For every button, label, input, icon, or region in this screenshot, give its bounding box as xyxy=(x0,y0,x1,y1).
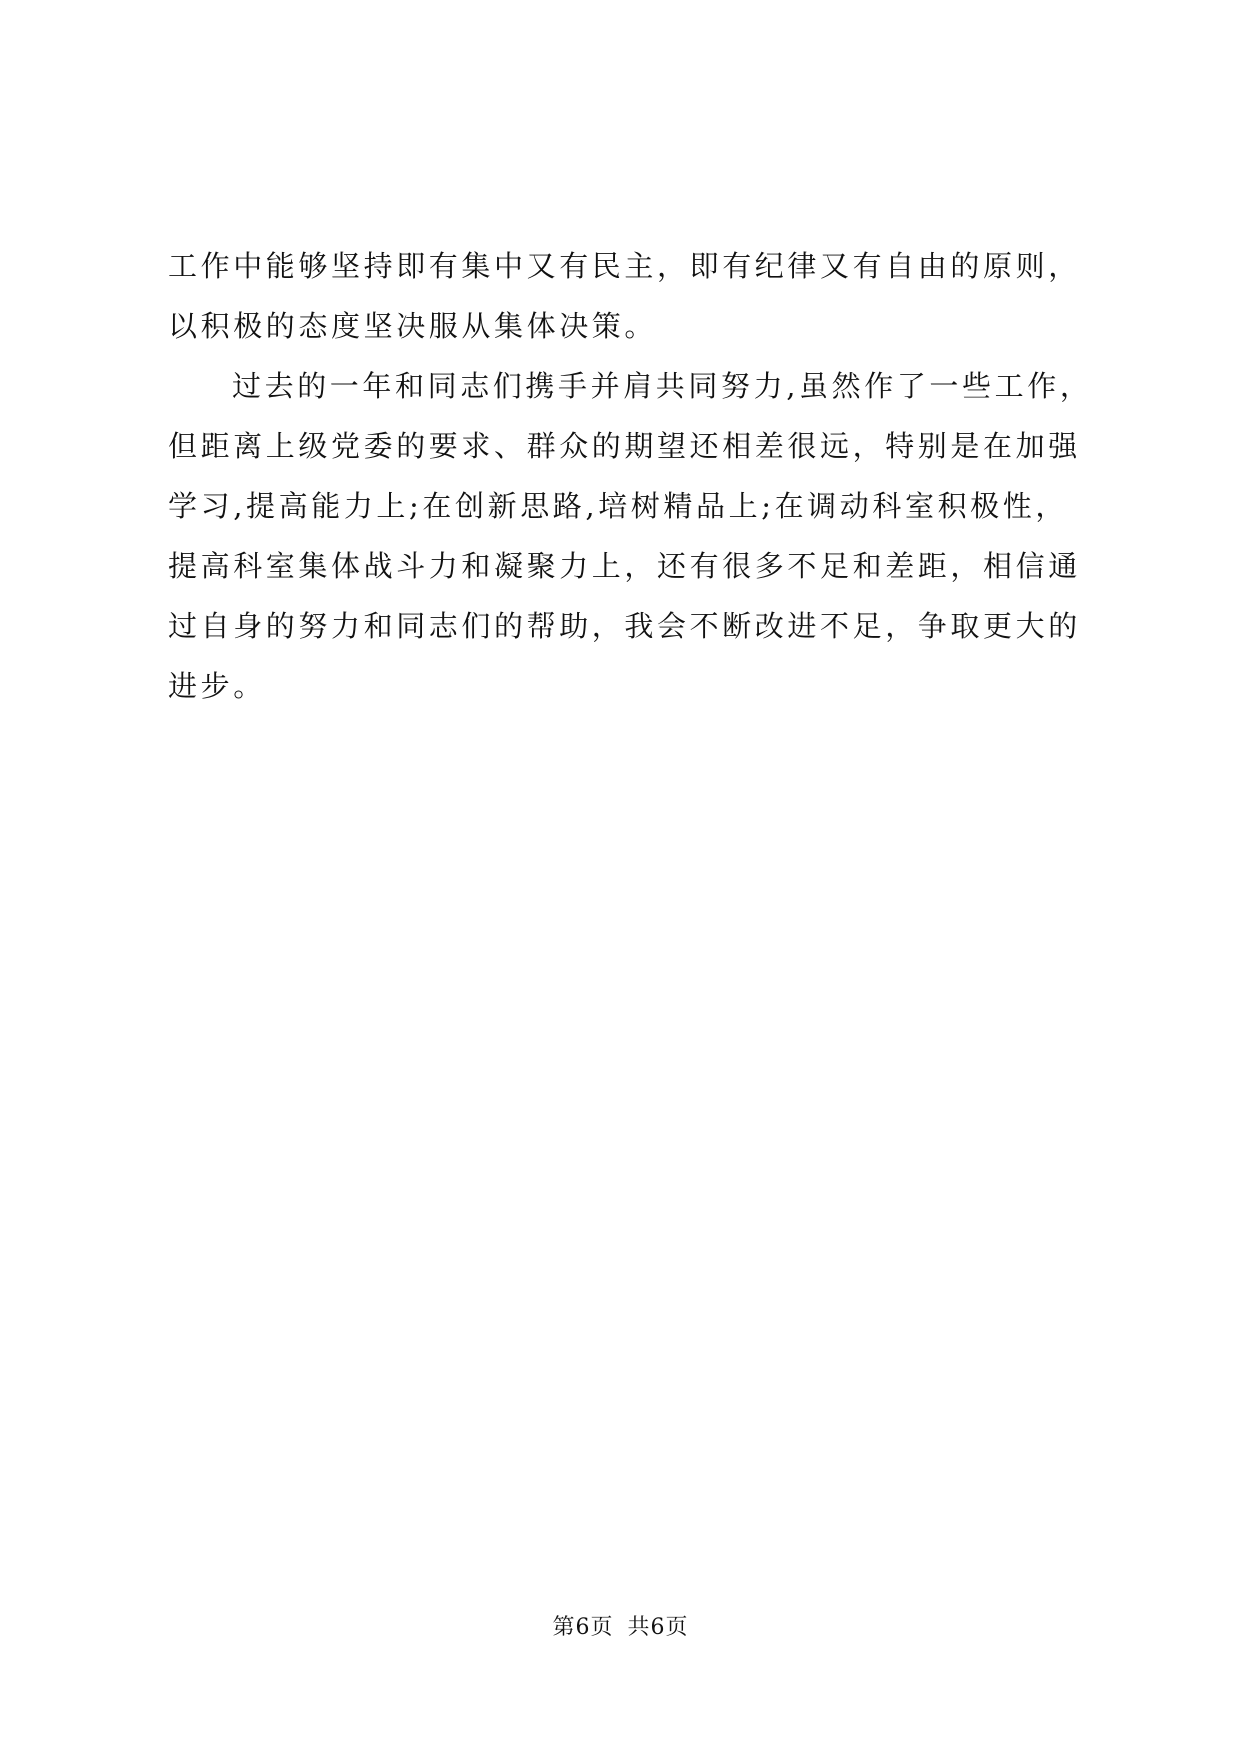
page-number-current: 第6页 xyxy=(552,1615,614,1640)
page-footer xyxy=(0,1610,1241,1641)
paragraph-2-line-1: 过去的一年和同志们携手并肩共同努力,虽然作了一些工作， xyxy=(232,369,1093,403)
paragraph-2-line-4: 提高科室集体战斗力和凝聚力上，还有很多不足和差距，相信通 xyxy=(168,549,1081,583)
paragraph-1-line-1: 工作中能够坚持即有集中又有民主，即有纪律又有自由的原则， xyxy=(168,249,1081,283)
paragraph-2-line-5: 过自身的努力和同志们的帮助，我会不断改进不足，争取更大的 xyxy=(168,609,1081,643)
paragraph-2-line-6: 进步。 xyxy=(168,669,266,703)
paragraph-1-line-2: 以积极的态度坚决服从集体决策。 xyxy=(168,309,658,343)
paragraph-2-line-3: 学习,提高能力上;在创新思路,培树精品上;在调动科室积极性， xyxy=(168,489,1068,523)
paragraph-2-line-2: 但距离上级党委的要求、群众的期望还相差很远，特别是在加强 xyxy=(168,429,1081,463)
document-body xyxy=(168,236,1093,716)
page-number-total: 共6页 xyxy=(627,1615,689,1640)
